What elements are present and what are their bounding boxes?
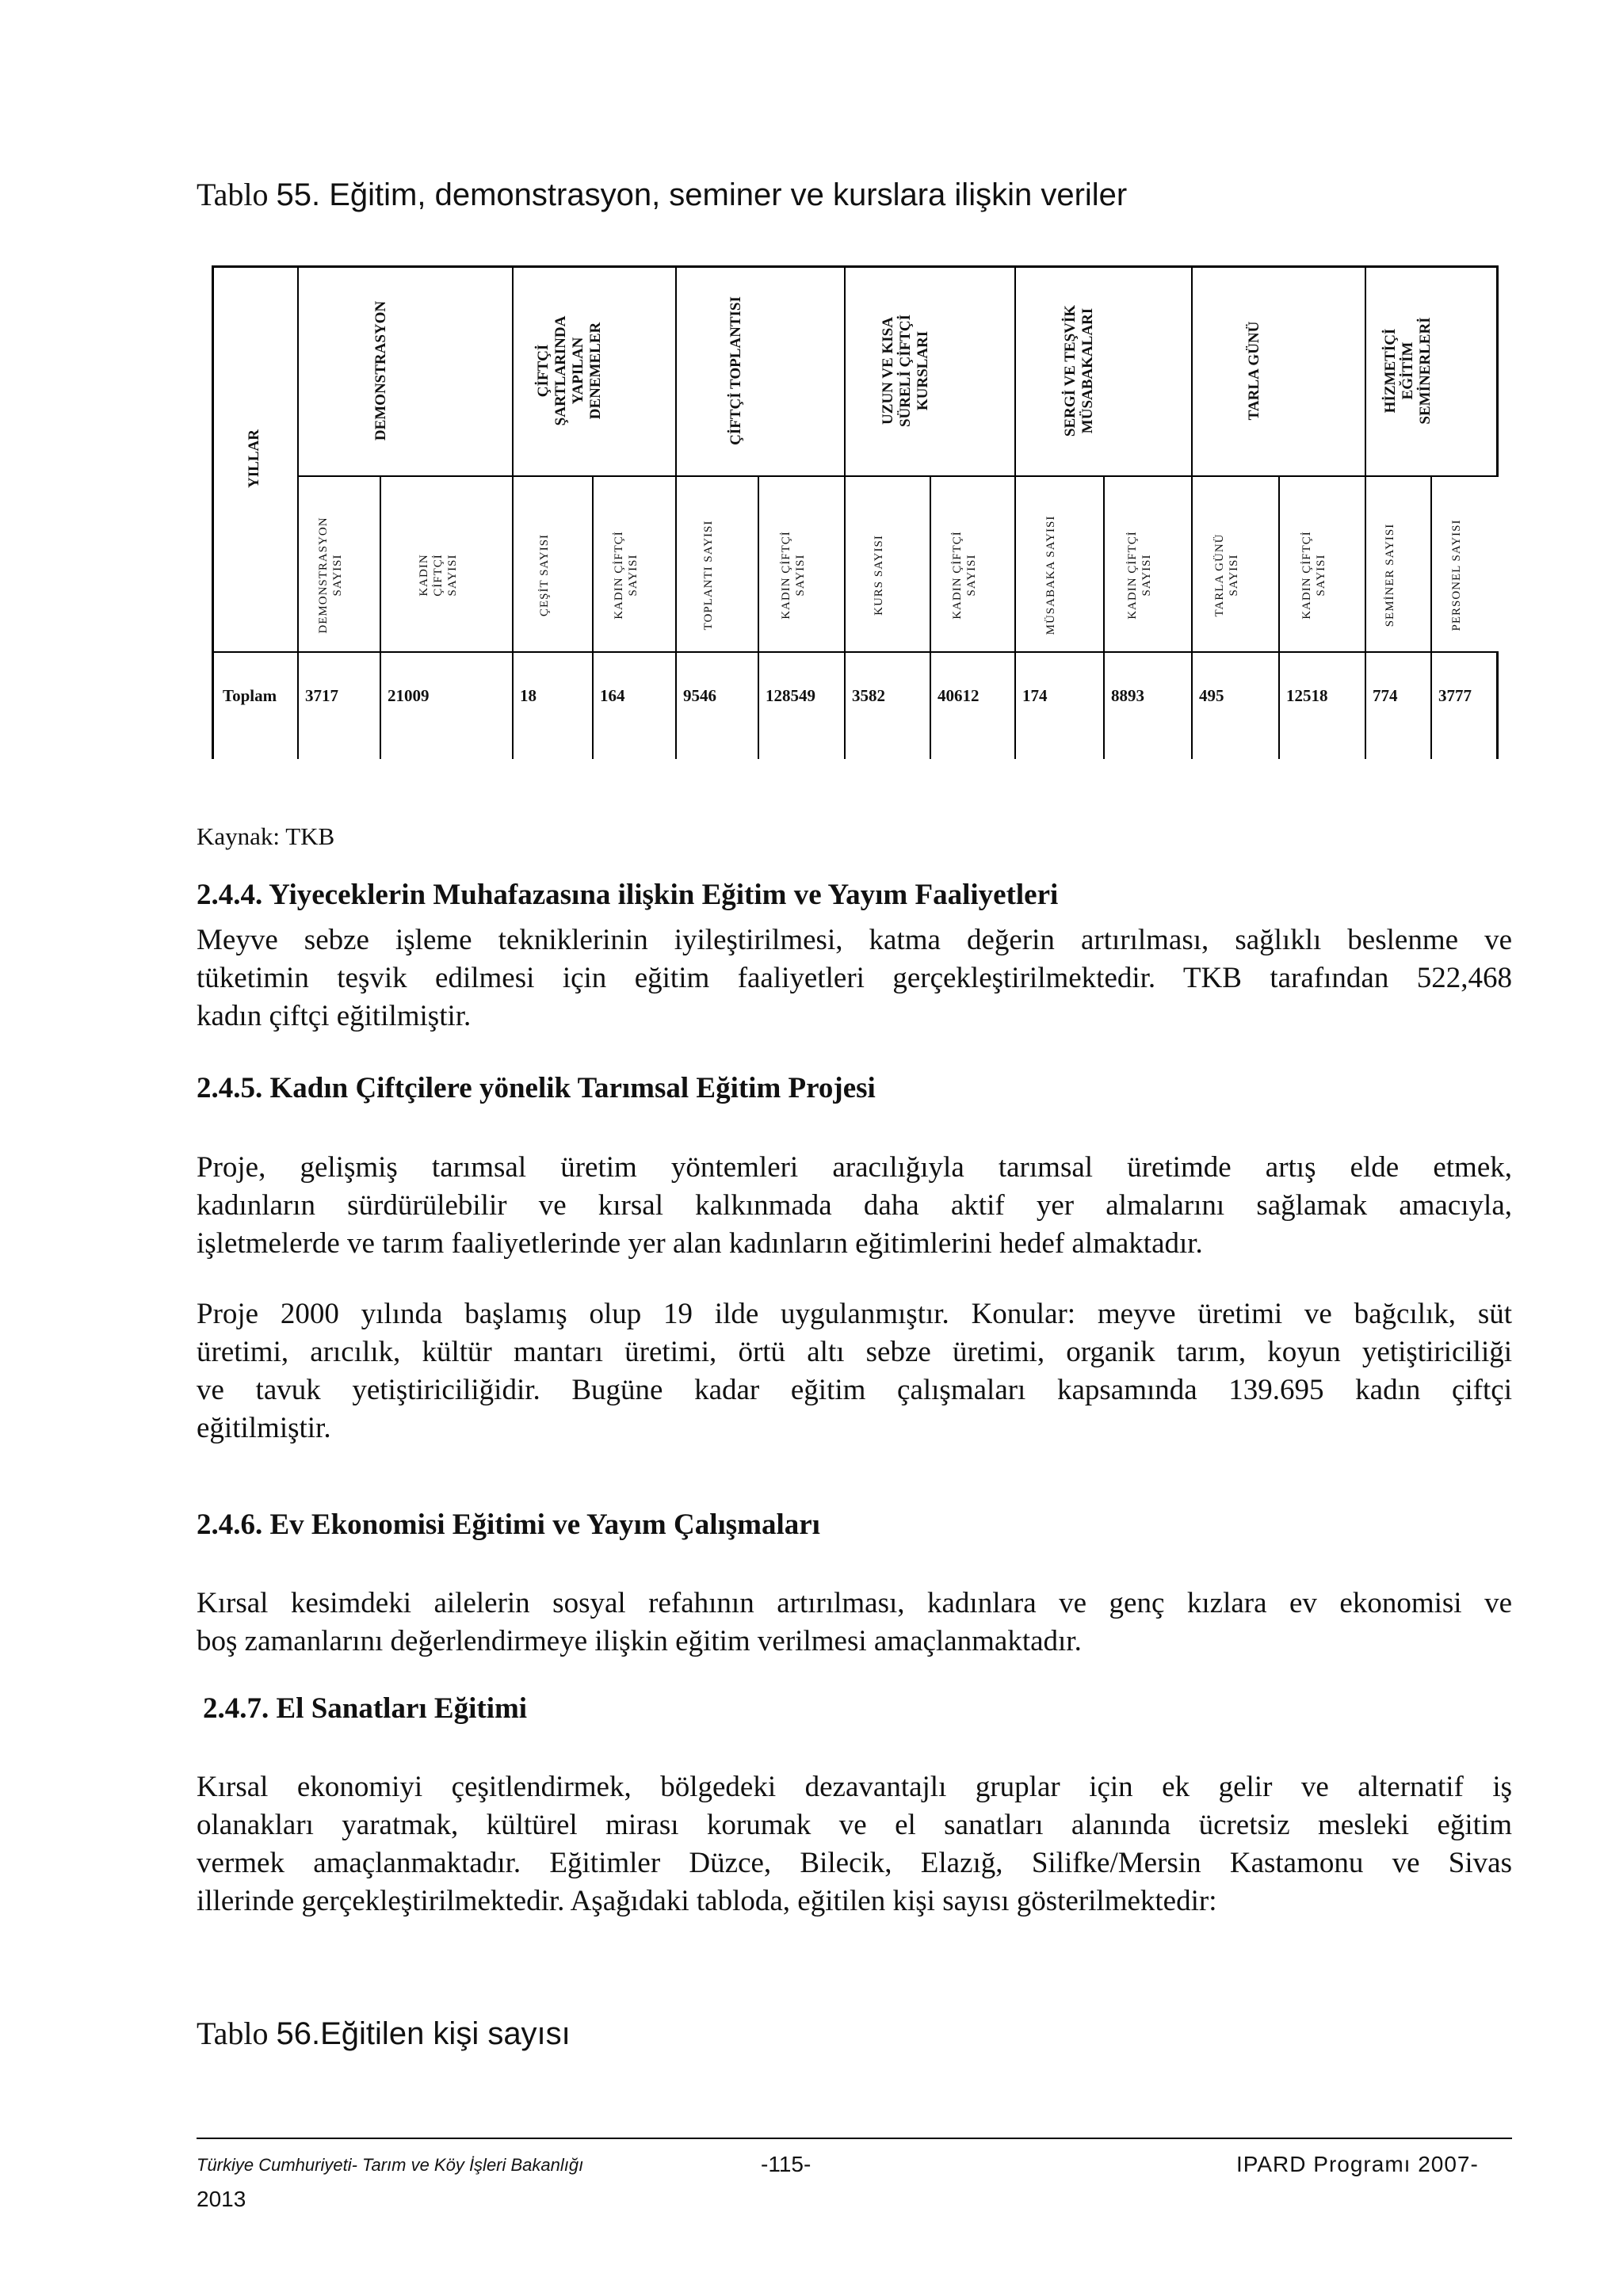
table-rule xyxy=(212,265,1499,268)
sub-header: KADIN ÇİFTÇİ SAYISI xyxy=(417,554,459,597)
text-line: tüketimin teşvik edilmesi için eğitim faaliyetleri gerçekleştirilmektedir. TKB tarafından 522,468 xyxy=(197,962,1512,994)
table-cell: 8893 xyxy=(1111,686,1144,705)
table-rule xyxy=(1278,475,1280,759)
table-cell: 21009 xyxy=(388,686,430,705)
text-line: vermek amaçlanmaktadır. Eğitimler Düzce, Bilecik, Elazığ, Silifke/Mersin Kastamonu ve Sivas xyxy=(197,1847,1512,1879)
group-header: TARLA GÜNÜ xyxy=(1245,321,1262,420)
table-rule xyxy=(1430,475,1432,759)
caption-text: 56.Eğitilen kişi sayısı xyxy=(276,2016,571,2051)
group-header: DEMONSTRASYON xyxy=(372,300,389,441)
table-rule xyxy=(1496,651,1499,759)
table-rule xyxy=(592,475,594,759)
paragraph-2-4-4 xyxy=(197,921,1512,1035)
text-line: Meyve sebze işleme tekniklerinin iyileştirilmesi, katma değerin artırılması, sağlıklı beslenme ve xyxy=(197,924,1512,956)
text-line: kadın çiftçi eğitilmiştir. xyxy=(197,1000,472,1032)
group-header: ÇİFTÇİ TOPLANTISI xyxy=(727,296,744,445)
footer-year: 2013 xyxy=(197,2187,246,2211)
table-rule xyxy=(675,265,677,759)
year-header: YILLAR xyxy=(246,429,262,488)
table-cell: 128549 xyxy=(766,686,815,705)
table-cell: 18 xyxy=(520,686,537,705)
footer-ministry: Türkiye Cumhuriyeti- Tarım ve Köy İşleri Bakanlığı xyxy=(197,2155,584,2175)
table-cell: 495 xyxy=(1199,686,1224,705)
table-rule xyxy=(512,265,514,759)
text-line: eğitilmiştir. xyxy=(197,1412,331,1444)
table-rule xyxy=(1496,265,1499,477)
table-cell: 164 xyxy=(600,686,625,705)
sub-header: DEMONSTRASYON SAYISI xyxy=(317,517,344,634)
paragraph-2-4-5-a xyxy=(197,1149,1512,1263)
table-cell: 3582 xyxy=(852,686,885,705)
row-label: Toplam xyxy=(223,686,277,705)
sub-header: MÜSABAKA SAYISI xyxy=(1044,515,1057,635)
text-line: üretimi, arıcılık, kültür mantarı üretimi, örtü altı sebze üretimi, organik tarım, koyun yetiştiriciliği xyxy=(197,1336,1512,1368)
sub-header: PERSONEL SAYISI xyxy=(1450,519,1463,631)
group-header: UZUN VE KISA SÜRELİ ÇİFTÇİ KURSLARI xyxy=(879,314,931,427)
table-cell: 174 xyxy=(1022,686,1048,705)
text-line: Proje, gelişmiş tarımsal üretim yöntemleri aracılığıyla tarımsal üretimde artış elde etmek, xyxy=(197,1151,1512,1184)
table-rule xyxy=(380,475,381,759)
paragraph-2-4-6 xyxy=(197,1585,1512,1661)
paragraph-2-4-5-b xyxy=(197,1295,1512,1447)
table-rule xyxy=(844,265,846,759)
text-line: Kırsal ekonomiyi çeşitlendirmek, bölgedeki dezavantajlı gruplar için ek gelir ve alternatif iş xyxy=(197,1771,1512,1803)
text-line: boş zamanlarını değerlendirmeye ilişkin eğitim verilmesi amaçlanmaktadır. xyxy=(197,1625,1082,1657)
table-rule xyxy=(1365,265,1366,759)
table-cell: 40612 xyxy=(938,686,980,705)
group-header: HİZMETİÇİ EĞİTİM SEMİNERLERİ xyxy=(1381,316,1434,425)
text-line: kadınların sürdürülebilir ve kırsal kalkınmada daha aktif yer almalarını sağlamak amacıyla, xyxy=(197,1189,1512,1222)
text-line: olanakları yaratmak, kültürel mirası korumak ve el sanatları alanında ücretsiz mesleki eğitim xyxy=(197,1809,1512,1841)
table-rule xyxy=(212,265,214,759)
table-rule xyxy=(1014,265,1016,759)
sub-header: KADIN ÇİFTÇİ SAYISI xyxy=(1300,531,1327,620)
table-rule xyxy=(297,265,299,759)
table-rule xyxy=(297,475,1496,477)
table-cell: 3777 xyxy=(1438,686,1472,705)
heading-2-4-5: 2.4.5. Kadın Çiftçilere yönelik Tarımsal Eğitim Projesi xyxy=(197,1072,876,1104)
table-55-caption xyxy=(197,176,1127,213)
table-56-caption xyxy=(197,2015,571,2052)
heading-2-4-4: 2.4.4. Yiyeceklerin Muhafazasına ilişkin Eğitim ve Yayım Faaliyetleri xyxy=(197,879,1059,911)
text-line: işletmelerde ve tarım faaliyetlerinde yer alan kadınların eğitimlerini hedef almaktadır. xyxy=(197,1227,1203,1260)
source-note: Kaynak: TKB xyxy=(197,822,335,850)
paragraph-2-4-7 xyxy=(197,1768,1512,1920)
table-rule xyxy=(758,475,759,759)
sub-header: TARLA GÜNÜ SAYISI xyxy=(1213,533,1240,617)
caption-prefix: Tablo xyxy=(197,177,277,212)
table-rule xyxy=(1103,475,1105,759)
group-header: SERGİ VE TEŞVİK MÜSABAKALARI xyxy=(1061,304,1096,437)
table-cell: 12518 xyxy=(1286,686,1328,705)
sub-header: KURS SAYISI xyxy=(873,535,885,616)
table-rule xyxy=(1191,265,1193,759)
table-cell: 3717 xyxy=(305,686,338,705)
text-line: ve tavuk yetiştiriciliğidir. Bugüne kadar eğitim çalışmaları kapsamında 139.695 kadın çiftçi xyxy=(197,1374,1512,1406)
footer-program: IPARD Programı 2007- xyxy=(1236,2152,1479,2176)
text-line: Proje 2000 yılında başlamış olup 19 ilde uygulanmıştır. Konular: meyve üretimi ve bağcılık, süt xyxy=(197,1298,1512,1330)
caption-prefix: Tablo xyxy=(197,2016,277,2051)
sub-header: SEMİNER SAYISI xyxy=(1383,523,1396,627)
table-rule xyxy=(930,475,931,759)
sub-header: KADIN ÇİFTÇİ SAYISI xyxy=(1125,531,1153,620)
sub-header: ÇEŞİT SAYISI xyxy=(537,533,551,617)
heading-2-4-7: 2.4.7. El Sanatları Eğitimi xyxy=(203,1692,528,1725)
text-line: Kırsal kesimdeki ailelerin sosyal refahının artırılması, kadınlara ve genç kızlara ev ekonomisi ve xyxy=(197,1587,1512,1619)
table-55 xyxy=(212,265,1499,759)
table-cell: 774 xyxy=(1373,686,1398,705)
caption-text: 55. Eğitim, demonstrasyon, seminer ve kurslara ilişkin veriler xyxy=(276,177,1128,212)
footer-rule xyxy=(197,2138,1512,2139)
sub-header: KADIN ÇİFTÇİ SAYISI xyxy=(779,531,807,620)
text-line: illerinde gerçekleştirilmektedir. Aşağıdaki tabloda, eğitilen kişi sayısı gösterilmektedir: xyxy=(197,1885,1217,1917)
group-header: ÇİFTÇİ ŞARTLARINDA YAPILAN DENEMELER xyxy=(535,315,604,425)
sub-header: KADIN ÇİFTÇİ SAYISI xyxy=(612,531,640,620)
sub-header: KADIN ÇİFTÇİ SAYISI xyxy=(950,531,978,620)
sub-header: TOPLANTI SAYISI xyxy=(702,520,715,631)
heading-2-4-6: 2.4.6. Ev Ekonomisi Eğitimi ve Yayım Çalışmaları xyxy=(197,1508,820,1541)
footer-page-number: -115- xyxy=(761,2152,812,2176)
table-cell: 9546 xyxy=(683,686,716,705)
